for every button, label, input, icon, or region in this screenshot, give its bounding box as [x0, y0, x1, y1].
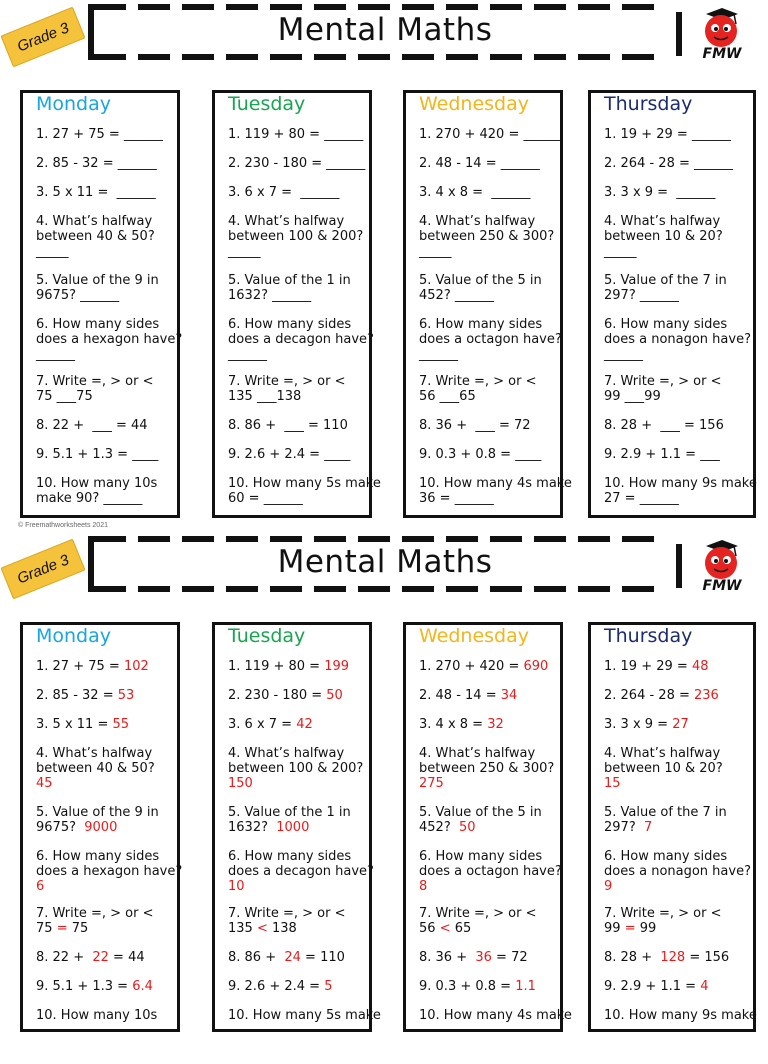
answer-value: <: [439, 921, 451, 936]
question-10: 10. How many 4s make 36 = ______: [419, 476, 572, 506]
question-text: 2. 85 - 32 =: [36, 688, 118, 703]
question-text: 9. 2.6 + 2.4 =: [228, 979, 325, 994]
question-6: 6. How many sides does a hexagon have? ______: [36, 317, 183, 362]
question-text: 7. Write =, > or < 99: [604, 906, 722, 936]
question-text: 8. 28 +: [604, 950, 661, 965]
question-text: 1. 27 + 75 =: [36, 659, 124, 674]
question-1: 1. 119 + 80 = ______: [228, 127, 364, 142]
answer-value: <: [256, 921, 268, 936]
answer-value: 4: [700, 979, 709, 994]
answer-value: 27: [672, 717, 689, 732]
question-10: 10. How many 5s make 60 = ______: [228, 476, 381, 506]
question-2: [228, 688, 343, 703]
answer-value: 50: [458, 820, 476, 835]
answer-value: 236: [694, 688, 719, 703]
day-title: Thursday: [604, 93, 693, 115]
question-7: 7. Write =, > or < 99 ___99: [604, 374, 722, 404]
question-10: [228, 1008, 381, 1023]
copyright-text: © Freemathworksheets 2021: [18, 522, 108, 529]
question-5: [228, 805, 351, 835]
answer-value: 7: [643, 820, 653, 835]
answer-value: 690: [523, 659, 549, 674]
question-2: [604, 688, 719, 703]
question-2: [36, 688, 134, 703]
question-2: 2. 230 - 180 = ______: [228, 156, 366, 171]
question-text: 7. Write =, > or < 135: [228, 906, 346, 936]
day-title: Wednesday: [419, 625, 530, 647]
header-top-dashes: [94, 4, 656, 10]
question-9: 9. 0.3 + 0.8 = ____: [419, 447, 542, 462]
question-4: [419, 746, 554, 791]
logo-text: FMW: [702, 578, 742, 594]
answer-value: 50: [326, 688, 343, 703]
question-text-end: 65: [450, 921, 472, 936]
question-6: 6. How many sides does a octagon have? ______: [419, 317, 562, 362]
answer-value: 15: [604, 776, 621, 791]
question-text: 6. How many sides does a decagon have?: [228, 849, 374, 879]
question-text: 8. 36 +: [419, 950, 476, 965]
header-bottom-dashes: [94, 54, 656, 60]
page-title: Mental Maths: [277, 544, 493, 580]
question-5: [36, 805, 159, 835]
question-10: [419, 1008, 572, 1023]
question-1: 1. 270 + 420 = ______: [419, 127, 563, 142]
question-4: [228, 746, 363, 791]
answer-value: 5: [324, 979, 333, 994]
question-text: 7. Write =, > or < 75: [36, 906, 154, 936]
question-8: 8. 28 + ___ = 156: [604, 418, 724, 433]
grade-badge: Grade 3: [0, 7, 85, 68]
answer-card-thursday: [588, 622, 756, 1032]
question-text: 8. 22 +: [36, 950, 93, 965]
question-text: 2. 48 - 14 =: [419, 688, 501, 703]
question-2: 2. 48 - 14 = ______: [419, 156, 540, 171]
answer-value: =: [624, 921, 636, 936]
question-8: 8. 86 + ___ = 110: [228, 418, 348, 433]
question-3: 3. 3 x 9 = ______: [604, 185, 716, 200]
answer-value: 32: [487, 717, 504, 732]
question-text-end: 99: [635, 921, 657, 936]
question-6: [604, 849, 751, 894]
question-7: [604, 906, 722, 936]
answer-value: 34: [500, 688, 518, 703]
question-10: [36, 1008, 157, 1023]
question-8: [36, 950, 145, 965]
logo-text: FMW: [702, 46, 742, 62]
question-text: 9. 5.1 + 1.3 =: [36, 979, 133, 994]
question-4: 4. What’s halfway between 10 & 20? _____: [604, 214, 723, 259]
question-10: 10. How many 10s make 90? ______: [36, 476, 158, 506]
question-2: 2. 264 - 28 = ______: [604, 156, 734, 171]
question-text: 5. Value of the 5 in 452?: [419, 805, 542, 835]
answer-value: 42: [296, 717, 313, 732]
question-8: 8. 22 + ___ = 44: [36, 418, 148, 433]
question-9: [604, 979, 708, 994]
answer-value: 1000: [276, 820, 310, 835]
answer-card-tuesday: [212, 622, 381, 1032]
question-text-end: = 72: [491, 950, 528, 965]
question-5: [604, 805, 727, 835]
question-1: [228, 659, 349, 674]
header-bottom-dashes: [94, 586, 656, 592]
day-title: Wednesday: [419, 93, 530, 115]
question-6: [36, 849, 182, 894]
answer-value: 128: [660, 950, 686, 965]
question-5: [419, 805, 542, 835]
question-1: 1. 19 + 29 = ______: [604, 127, 731, 142]
question-text: 10. How many 4s make: [419, 1008, 572, 1023]
day-card-wednesday: [403, 90, 572, 518]
header-right-bar: [676, 12, 682, 56]
question-8: [604, 950, 729, 965]
question-6: [228, 849, 374, 894]
question-text: 5. Value of the 9 in 9675?: [36, 805, 159, 835]
question-7: [36, 906, 154, 936]
question-6: 6. How many sides does a nonagon have? ______: [604, 317, 751, 362]
question-text: 1. 19 + 29 =: [604, 659, 692, 674]
answer-value: 22: [92, 950, 109, 965]
question-9: [419, 979, 536, 994]
question-9: 9. 2.6 + 2.4 = ____: [228, 447, 351, 462]
question-text-end: = 110: [300, 950, 345, 965]
grade-badge: Grade 3: [0, 539, 85, 600]
question-text-end: 75: [67, 921, 89, 936]
question-9: 9. 5.1 + 1.3 = ____: [36, 447, 159, 462]
answer-value: 55: [112, 717, 130, 732]
question-text: 10. How many 9s make: [604, 1008, 757, 1023]
question-text: 3. 6 x 7 =: [228, 717, 297, 732]
question-4: [36, 746, 155, 791]
question-text: 6. How many sides does a octagon have?: [419, 849, 562, 879]
answer-value: 6: [36, 879, 45, 894]
question-text: 4. What’s halfway between 10 & 20?: [604, 746, 723, 776]
question-text-end: = 44: [108, 950, 145, 965]
day-title: Thursday: [604, 625, 693, 647]
question-7: [228, 906, 346, 936]
question-text-end: 138: [267, 921, 297, 936]
question-1: [36, 659, 149, 674]
answer-value: 199: [324, 659, 350, 674]
question-5: 5. Value of the 5 in 452? ______: [419, 273, 542, 303]
question-text: 4. What’s halfway between 250 & 300?: [419, 746, 555, 776]
question-3: [36, 717, 129, 732]
question-2: 2. 85 - 32 = ______: [36, 156, 157, 171]
question-8: [419, 950, 528, 965]
question-4: 4. What’s halfway between 40 & 50? _____: [36, 214, 155, 259]
question-5: 5. Value of the 1 in 1632? ______: [228, 273, 351, 303]
answer-value: 36: [475, 950, 492, 965]
question-text: 8. 86 +: [228, 950, 285, 965]
question-text: 4. What’s halfway between 100 & 200?: [228, 746, 364, 776]
question-text: 10. How many 10s: [36, 1008, 158, 1023]
question-3: 3. 5 x 11 = ______: [36, 185, 156, 200]
question-6: [419, 849, 562, 894]
question-2: [419, 688, 517, 703]
question-4: 4. What’s halfway between 100 & 200? _____: [228, 214, 364, 259]
answer-value: =: [56, 921, 68, 936]
question-1: 1. 27 + 75 = ______: [36, 127, 163, 142]
question-8: 8. 36 + ___ = 72: [419, 418, 531, 433]
question-4: 4. What’s halfway between 250 & 300? _____: [419, 214, 555, 259]
answer-value: 102: [123, 659, 149, 674]
answer-value: 10: [228, 879, 245, 894]
day-title: Tuesday: [228, 625, 306, 647]
question-text: 6. How many sides does a hexagon have?: [36, 849, 183, 879]
question-5: 5. Value of the 9 in 9675? ______: [36, 273, 159, 303]
answer-value: 48: [691, 659, 709, 674]
question-text: 9. 0.3 + 0.8 =: [419, 979, 516, 994]
answer-value: 53: [117, 688, 135, 703]
question-text: 5. Value of the 1 in 1632?: [228, 805, 351, 835]
answer-card-wednesday: [403, 622, 572, 1032]
question-3: 3. 4 x 8 = ______: [419, 185, 531, 200]
question-1: [419, 659, 548, 674]
question-text: 3. 3 x 9 =: [604, 717, 673, 732]
question-5: 5. Value of the 7 in 297? ______: [604, 273, 727, 303]
question-7: 7. Write =, > or < 75 ___75: [36, 374, 154, 404]
question-3: [419, 717, 504, 732]
header-right-bar: [676, 544, 682, 588]
question-10: 10. How many 9s make 27 = ______: [604, 476, 757, 506]
answer-value: 24: [284, 950, 301, 965]
question-9: [228, 979, 332, 994]
question-8: [228, 950, 345, 965]
answer-value: 1.1: [515, 979, 536, 994]
answer-value: 6.4: [132, 979, 153, 994]
question-text: 9. 2.9 + 1.1 =: [604, 979, 701, 994]
question-7: 7. Write =, > or < 56 ___65: [419, 374, 537, 404]
question-text: 3. 4 x 8 =: [419, 717, 488, 732]
question-6: 6. How many sides does a decagon have? ______: [228, 317, 374, 362]
question-3: 3. 6 x 7 = ______: [228, 185, 340, 200]
question-3: [228, 717, 313, 732]
question-text: 6. How many sides does a nonagon have?: [604, 849, 751, 879]
question-3: [604, 717, 689, 732]
question-text: 10. How many 5s make: [228, 1008, 381, 1023]
question-text-end: = 156: [685, 950, 730, 965]
answer-value: 275: [419, 776, 444, 791]
question-text: 1. 270 + 420 =: [419, 659, 524, 674]
answer-value: 8: [419, 879, 428, 894]
question-text: 7. Write =, > or < 56: [419, 906, 537, 936]
header-top-dashes: [94, 536, 656, 542]
answer-value: 45: [36, 776, 53, 791]
day-title: Tuesday: [228, 93, 306, 115]
page-title: Mental Maths: [277, 12, 493, 48]
question-text: 5. Value of the 7 in 297?: [604, 805, 727, 835]
question-7: 7. Write =, > or < 135 ___138: [228, 374, 346, 404]
question-7: [419, 906, 537, 936]
day-card-monday: [20, 90, 183, 518]
question-text: 1. 119 + 80 =: [228, 659, 325, 674]
question-9: [36, 979, 153, 994]
question-text: 3. 5 x 11 =: [36, 717, 113, 732]
answer-value: 150: [228, 776, 253, 791]
question-9: 9. 2.9 + 1.1 = ___: [604, 447, 720, 462]
question-10: [604, 1008, 757, 1023]
answer-value: 9: [604, 879, 613, 894]
day-card-tuesday: [212, 90, 381, 518]
day-title: Monday: [36, 625, 112, 647]
question-text: 2. 264 - 28 =: [604, 688, 695, 703]
answer-page: [0, 532, 768, 1064]
question-text: 2. 230 - 180 =: [228, 688, 327, 703]
question-1: [604, 659, 708, 674]
question-text: 4. What’s halfway between 40 & 50?: [36, 746, 155, 776]
answer-card-monday: [20, 622, 183, 1032]
day-title: Monday: [36, 93, 112, 115]
question-4: [604, 746, 723, 791]
answer-value: 9000: [84, 820, 118, 835]
day-card-thursday: [588, 90, 756, 518]
